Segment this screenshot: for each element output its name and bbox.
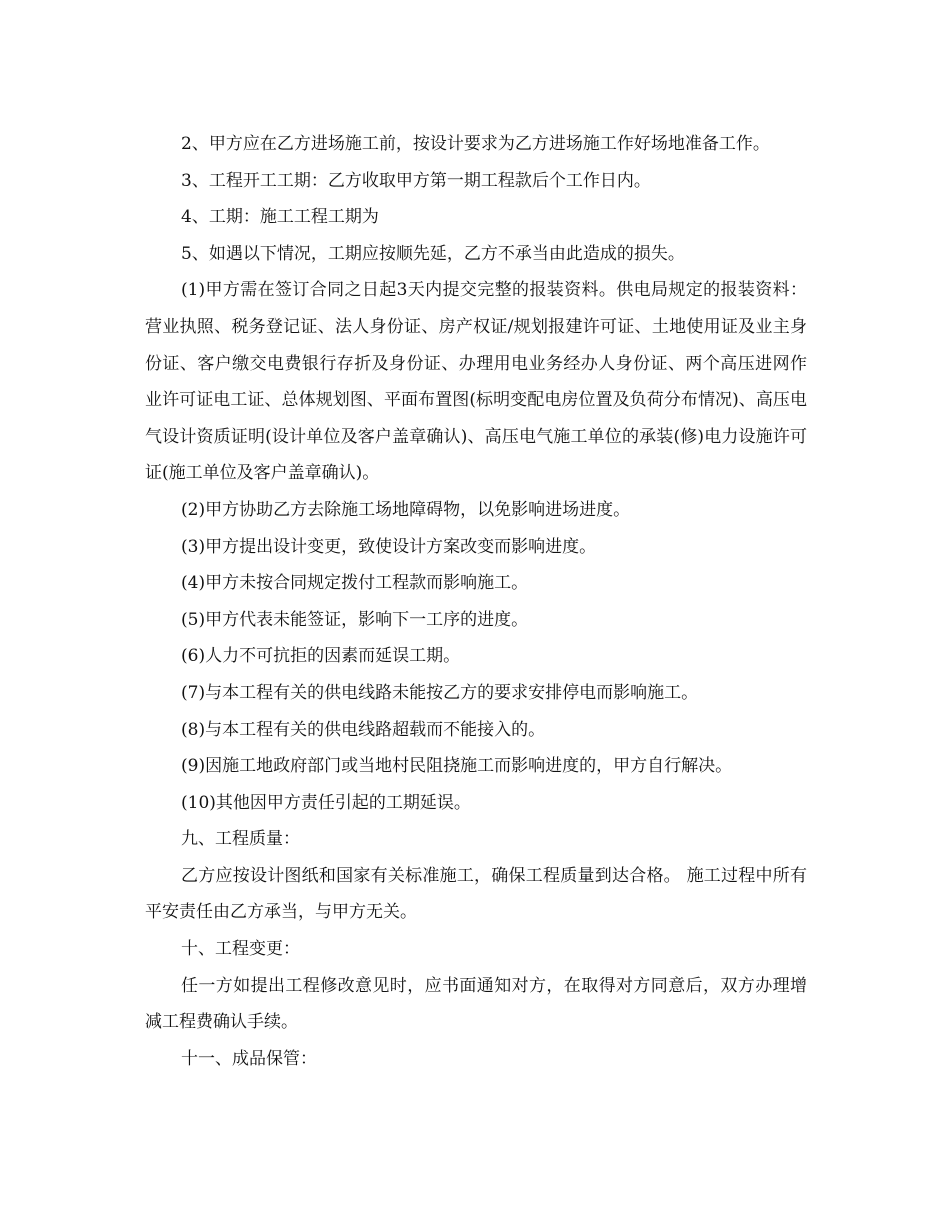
section-9-heading: 九、工程质量： — [181, 829, 300, 850]
delay-item-4: (4)甲方未按合同规定拨付工程款而影响施工。 — [181, 573, 529, 594]
section-10-change-text: 任一方如提出工程修改意见时，应书面通知对方，在取得对方同意后，双方办理增减工程费确认手续。 — [145, 975, 807, 1033]
delay-item-2: (2)甲方协助乙方去除施工场地障碍物，以免影响进场进度。 — [181, 499, 631, 520]
clause-4-duration: 4、工期：施工工程工期为 — [181, 207, 379, 228]
delay-item-8: (8)与本工程有关的供电线路超载而不能接入的。 — [181, 719, 546, 740]
section-9-quality-text: 乙方应按设计图纸和国家有关标准施工，确保工程质量到达合格。 施工过程中所有平安责任由乙方承当，与甲方无关。 — [145, 865, 807, 923]
delay-item-9: (9)因施工地政府部门或当地村民阻挠施工而影响进度的，甲方自行解决。 — [181, 756, 733, 777]
delay-item-6: (6)人力不可抗拒的因素而延误工期。 — [181, 646, 461, 667]
clause-3-start-date: 3、工程开工工期：乙方收取甲方第一期工程款后个工作日内。 — [181, 170, 651, 191]
delay-item-5: (5)甲方代表未能签证，影响下一工序的进度。 — [181, 609, 529, 630]
clause-2-site-preparation: 2、甲方应在乙方进场施工前，按设计要求为乙方进场施工作好场地准备工作。 — [181, 134, 770, 154]
delay-item-7: (7)与本工程有关的供电线路未能按乙方的要求安排停电而影响施工。 — [181, 682, 699, 703]
section-10-heading: 十、工程变更： — [181, 939, 300, 960]
section-11-heading: 十一、成品保管： — [181, 1048, 317, 1069]
delay-item-3: (3)甲方提出设计变更，致使设计方案改变而影响进度。 — [181, 536, 597, 557]
delay-item-1: (1)甲方需在签订合同之日起3天内提交完整的报装资料。供电局规定的报装资料：营业执照、税务登记证、法人身份证、房产权证/规划报建许可证、土地使用证及业主身份证、客户缴交电费银行存折及身份证、办理用电业务经办人身份证、两个高压进网作业许可证电工证、总体规划图、平面布置图(标明变配电房位置及负荷分布情况)、高压电气设计资质证明(设计单位及客户盖章确认)、高压电气施工单位的承装(修)电力设施许可证(施工单位及客户盖章确认)。 — [145, 280, 807, 484]
clause-5-delay-conditions: 5、如遇以下情况，工期应按顺先延，乙方不承当由此造成的损失。 — [181, 243, 685, 264]
delay-item-10: (10)其他因甲方责任引起的工期延误。 — [181, 792, 471, 813]
document-body — [145, 126, 807, 1077]
